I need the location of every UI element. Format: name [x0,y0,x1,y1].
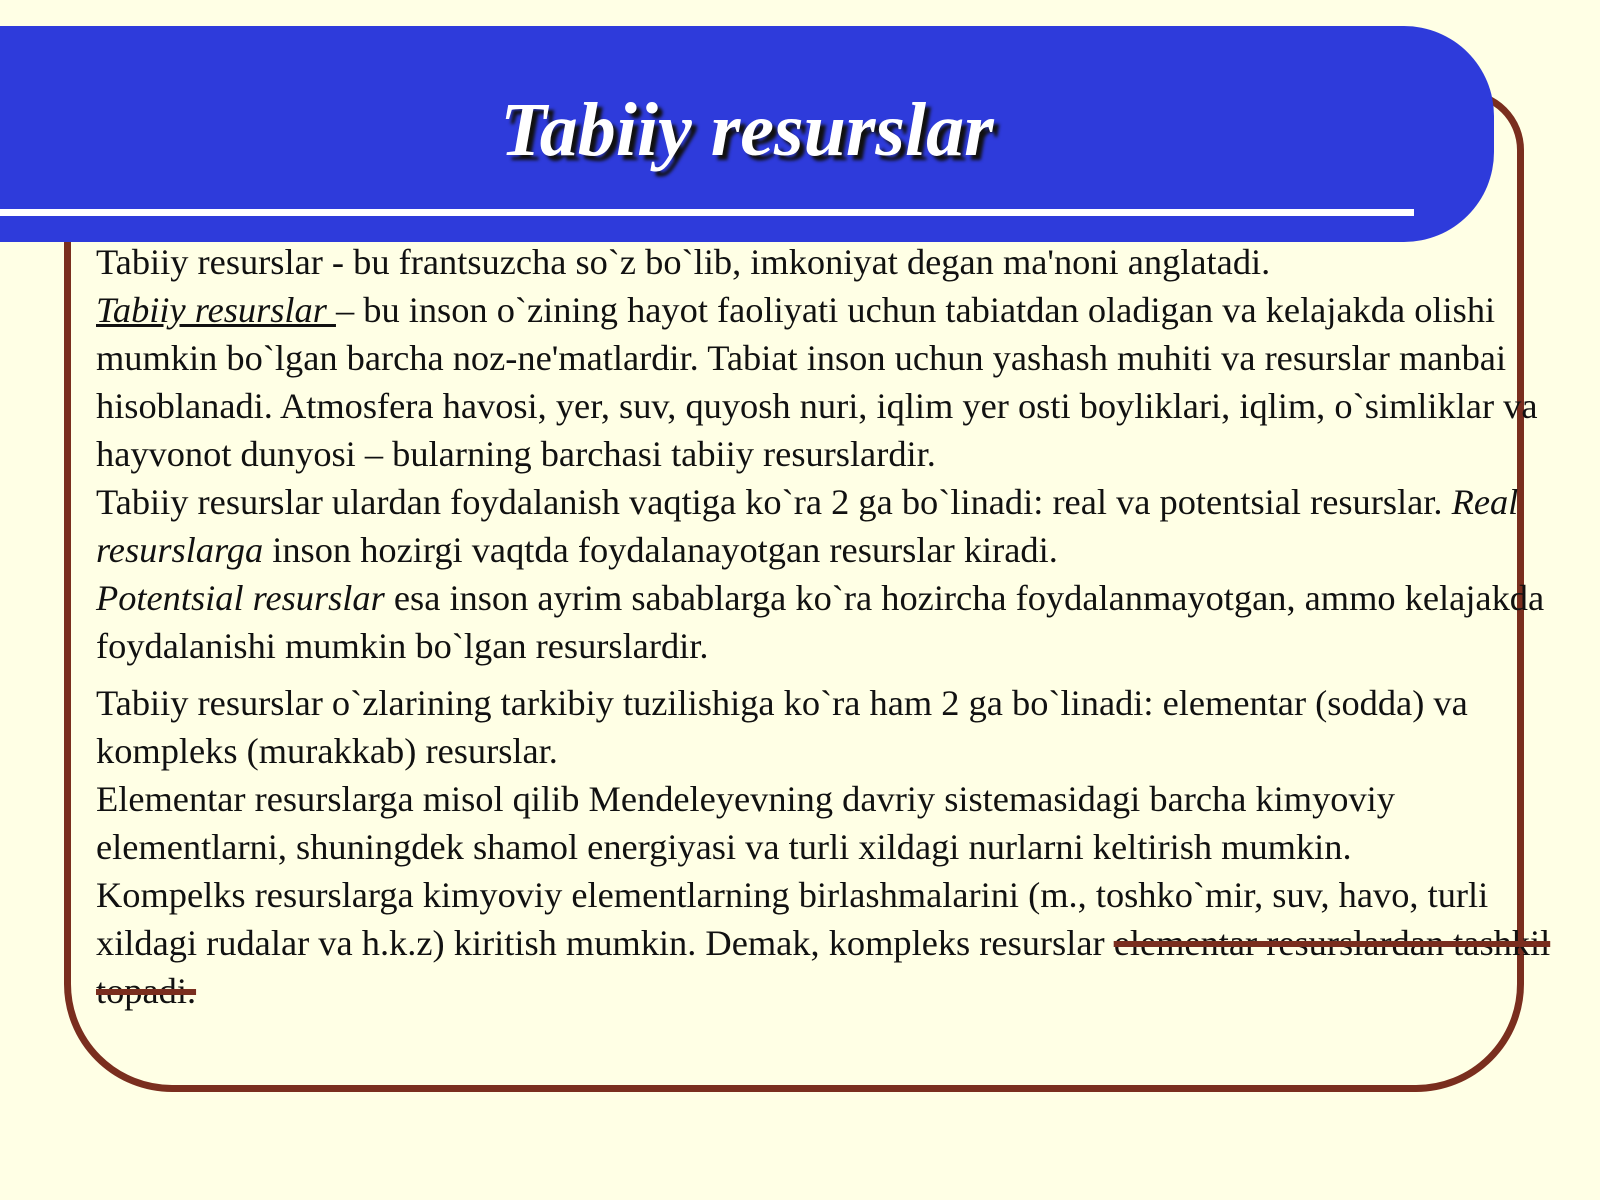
slide-body [96,238,1556,1015]
term-potentsial-resurslar: Potentsial resurslar [96,578,385,618]
definition-text: – bu inson o`zining hayot faoliyati uchun tabiatdan oladigan va kelajakda olishi mumkin bo`lgan barcha noz-ne'matlardir. Tabiat inson uchun yashash muhiti va resurslar manbai hisoblanadi. Atmosfera havosi, yer, suv, quyosh nuri, iqlim yer osti boyliklari, iqlim, o`simliklar va hayvonot dunyosi – bularning barchasi tabiiy resurslardir. [96,290,1538,474]
paragraph-definition [96,286,1556,478]
paragraph-kompleks [96,871,1556,1015]
term-real-resurslar: Real resurslarga [96,482,1519,570]
classification-text: Tabiiy resurslar ulardan foydalanish vaqtiga ko`ra 2 ga bo`linadi: real va potentsial resurslar. [96,482,1452,522]
real-resurslar-text: inson hozirgi vaqtda foydalanayotgan resurslar kiradi. [263,530,1058,570]
slide-title: Tabiiy resurslar [500,88,994,172]
kompleks-text-end: elementar resurslardan tashkil topadi. [96,923,1551,1011]
paragraph-real-potential [96,478,1556,574]
potentsial-resurslar-text: esa inson ayrim sabablarga ko`ra hozircha foydalanmayotgan, ammo kelajakda foydalanishi mumkin bo`lgan resurslardir. [96,578,1545,666]
paragraph-potential [96,574,1556,670]
banner-underline [0,209,1414,216]
paragraph-definition-origin: Tabiiy resurslar - bu frantsuzcha so`z bo`lib, imkoniyat degan ma'noni anglatadi. [96,242,1271,282]
kompleks-text: Kompelks resurslarga kimyoviy elementlarning birlashmalarini (m., toshko`mir, suv, havo, turli xildagi rudalar va h.k.z) kiritish mumkin. Demak, kompleks resurslar [96,875,1489,963]
paragraph-structure: Tabiiy resurslar o`zlarining tarkibiy tuzilishiga ko`ra ham 2 ga bo`linadi: elementar (sodda) va kompleks (murakkab) resurslar. [96,683,1468,771]
paragraph-elementar: Elementar resurslarga misol qilib Mendeleyevning davriy sistemasidagi barcha kimyoviy elementlarni, shuningdek shamol energiyasi va turli xildagi nurlarni keltirish mumkin. [96,779,1395,867]
term-tabiiy-resurslar: Tabiiy resurslar [96,290,336,330]
